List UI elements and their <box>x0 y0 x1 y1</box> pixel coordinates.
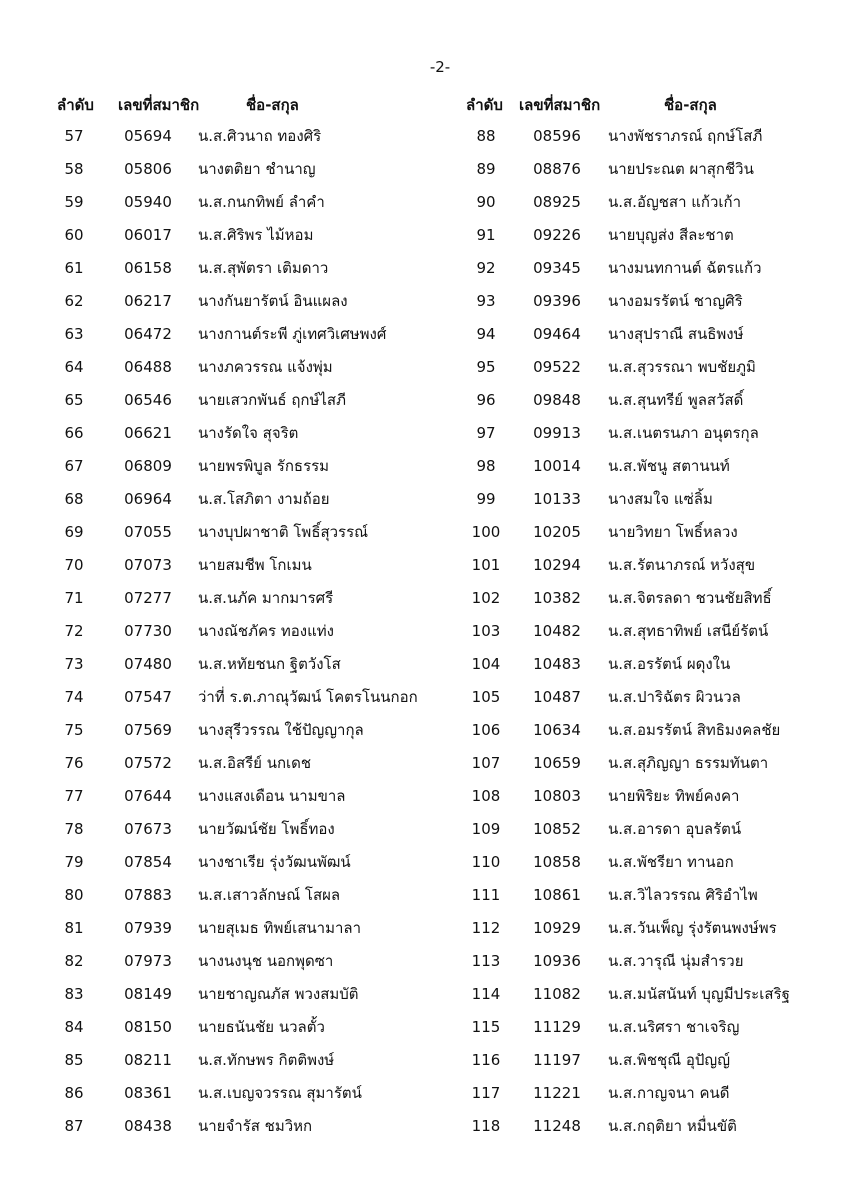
member-name: น.ส.อมรรัตน์ สิทธิมงคลชัย <box>608 721 781 739</box>
row-number: 61 <box>64 259 84 277</box>
member-name: น.ส.ทักษพร กิตติพงษ์ <box>198 1051 335 1069</box>
member-id: 10852 <box>533 820 581 838</box>
row-number: 103 <box>471 622 501 640</box>
row-number: 111 <box>471 886 501 904</box>
row-number: 110 <box>471 853 501 871</box>
member-name: ว่าที่ ร.ต.ภาณุวัฒน์ โคตรโนนกอก <box>198 688 418 706</box>
row-number: 107 <box>471 754 501 772</box>
row-number: 71 <box>64 589 84 607</box>
member-name: น.ส.ปาริฉัตร ผิวนวล <box>608 688 741 706</box>
member-name: นายประณต ผาสุกชีวิน <box>608 160 754 178</box>
member-id: 08596 <box>533 127 581 145</box>
member-name: นางรัดใจ สุจริต <box>198 424 299 442</box>
member-name: นางสมใจ แซ่ลิ้ม <box>608 490 713 508</box>
member-name: นางสุรีวรรณ ใช้ปัญญากุล <box>198 721 364 739</box>
member-name: น.ส.สุนทรีย์ พูลสวัสดิ์ <box>608 391 744 409</box>
row-number: 100 <box>471 523 501 541</box>
member-name: น.ส.เสาวลักษณ์ โสผล <box>198 886 341 904</box>
page-number: -2- <box>429 58 451 76</box>
row-number: 94 <box>476 325 496 343</box>
member-id: 07883 <box>124 886 172 904</box>
member-id: 08149 <box>124 985 172 1003</box>
member-name: น.ส.อิสรีย์ นกเดช <box>198 754 312 772</box>
row-number: 81 <box>64 919 84 937</box>
member-name: น.ส.กฤติยา หมื่นขัติ <box>608 1117 737 1135</box>
row-number: 69 <box>64 523 84 541</box>
member-name: นางนงนุช นอกพุดซา <box>198 952 334 970</box>
member-name: นางภควรรณ แจ้งพุ่ม <box>198 358 333 376</box>
member-id: 07073 <box>124 556 172 574</box>
member-name: นางณัชภัคร ทองแท่ง <box>198 622 334 640</box>
row-number: 97 <box>476 424 496 442</box>
member-name: น.ส.หทัยชนก ฐิตวังโส <box>198 655 341 673</box>
member-id: 06472 <box>124 325 172 343</box>
member-id: 05806 <box>124 160 172 178</box>
row-number: 68 <box>64 490 84 508</box>
member-id: 08876 <box>533 160 581 178</box>
member-name: น.ส.นภัค มากมารศรี <box>198 589 334 607</box>
member-name: นายชาญณภัส พวงสมบัติ <box>198 985 359 1003</box>
member-name: นายจำรัส ชมวิหก <box>198 1117 313 1135</box>
row-number: 85 <box>64 1051 84 1069</box>
row-number: 84 <box>64 1018 84 1036</box>
row-number: 86 <box>64 1084 84 1102</box>
member-name: น.ส.อรรัตน์ ผดุงใน <box>608 655 731 673</box>
member-name: น.ส.วันเพ็ญ รุ่งรัตนพงษ์พร <box>608 919 777 937</box>
member-name: นางชาเรีย รุ่งวัฒนพัฒน์ <box>198 853 351 871</box>
member-id: 07730 <box>124 622 172 640</box>
header-member-right: เลขที่สมาชิก <box>519 96 601 114</box>
member-id: 06488 <box>124 358 172 376</box>
member-name: น.ส.นริศรา ชาเจริญ <box>608 1018 740 1036</box>
row-number: 96 <box>476 391 496 409</box>
member-id: 07569 <box>124 721 172 739</box>
row-number: 99 <box>476 490 496 508</box>
member-name: น.ส.เบญจวรรณ สุมารัตน์ <box>198 1084 362 1102</box>
member-id: 07644 <box>124 787 172 805</box>
header-name-left: ชื่อ-สกุล <box>246 96 299 114</box>
member-name: นางสุปราณี สนธิพงษ์ <box>608 325 744 343</box>
row-number: 95 <box>476 358 496 376</box>
member-id: 09848 <box>533 391 581 409</box>
row-number: 106 <box>471 721 501 739</box>
row-number: 112 <box>471 919 501 937</box>
row-number: 65 <box>64 391 84 409</box>
row-number: 105 <box>471 688 501 706</box>
member-id: 10936 <box>533 952 581 970</box>
member-id: 07277 <box>124 589 172 607</box>
row-number: 113 <box>471 952 501 970</box>
member-id: 08438 <box>124 1117 172 1135</box>
row-number: 88 <box>476 127 496 145</box>
member-name: นางพัชราภรณ์ ฤกษ์โสภี <box>608 127 763 145</box>
member-id: 10803 <box>533 787 581 805</box>
row-number: 82 <box>64 952 84 970</box>
member-name: น.ส.สุวรรณา พบชัยภูมิ <box>608 358 756 376</box>
row-number: 114 <box>471 985 501 1003</box>
member-id: 07673 <box>124 820 172 838</box>
member-id: 08925 <box>533 193 581 211</box>
member-id: 06809 <box>124 457 172 475</box>
row-number: 70 <box>64 556 84 574</box>
member-name: น.ส.เนตรนภา อนุตรกุล <box>608 424 759 442</box>
member-id: 11221 <box>533 1084 581 1102</box>
member-id: 07055 <box>124 523 172 541</box>
member-name: นายวิทยา โพธิ์หลวง <box>608 523 738 541</box>
member-id: 09396 <box>533 292 581 310</box>
row-number: 115 <box>471 1018 501 1036</box>
header-name-right: ชื่อ-สกุล <box>664 96 717 114</box>
row-number: 91 <box>476 226 496 244</box>
member-id: 08211 <box>124 1051 172 1069</box>
member-id: 08150 <box>124 1018 172 1036</box>
row-number: 98 <box>476 457 496 475</box>
member-id: 06546 <box>124 391 172 409</box>
row-number: 101 <box>471 556 501 574</box>
member-name: นางมนทกานต์ ฉัตรแก้ว <box>608 259 762 277</box>
member-id: 10634 <box>533 721 581 739</box>
row-number: 77 <box>64 787 84 805</box>
member-name: น.ส.ศิริพร ไม้หอม <box>198 226 314 244</box>
member-name: น.ส.อารดา อุบลรัตน์ <box>608 820 742 838</box>
member-id: 10929 <box>533 919 581 937</box>
row-number: 74 <box>64 688 84 706</box>
row-number: 60 <box>64 226 84 244</box>
row-number: 104 <box>471 655 501 673</box>
member-name: น.ส.สุทธาทิพย์ เสนีย์รัตน์ <box>608 622 769 640</box>
member-name: น.ส.มนัสนันท์ บุญมีประเสริฐ <box>608 985 790 1003</box>
member-id: 11082 <box>533 985 581 1003</box>
member-id: 10861 <box>533 886 581 904</box>
member-id: 09345 <box>533 259 581 277</box>
member-name: นายธนันชัย นวลตั้ว <box>198 1018 325 1036</box>
member-name: น.ส.วิไลวรรณ ศิริอำไพ <box>608 886 758 904</box>
member-id: 06964 <box>124 490 172 508</box>
member-name: น.ส.โสภิตา งามถ้อย <box>198 490 330 508</box>
row-number: 59 <box>64 193 84 211</box>
member-id: 09464 <box>533 325 581 343</box>
row-number: 78 <box>64 820 84 838</box>
row-number: 79 <box>64 853 84 871</box>
row-number: 89 <box>476 160 496 178</box>
header-no-left: ลำดับ <box>57 96 94 114</box>
row-number: 90 <box>476 193 496 211</box>
member-name: นางกานต์ระพี ภู่เทศวิเศษพงศ์ <box>198 325 387 343</box>
member-name: น.ส.สุพัตรา เติมดาว <box>198 259 329 277</box>
member-id: 10487 <box>533 688 581 706</box>
member-id: 06017 <box>124 226 172 244</box>
row-number: 102 <box>471 589 501 607</box>
member-name: นายวัฒน์ชัย โพธิ์ทอง <box>198 820 335 838</box>
row-number: 87 <box>64 1117 84 1135</box>
member-id: 05940 <box>124 193 172 211</box>
member-name: น.ส.ศิวนาถ ทองศิริ <box>198 127 322 145</box>
member-id: 07854 <box>124 853 172 871</box>
row-number: 67 <box>64 457 84 475</box>
member-name: น.ส.พัชรียา ทานอก <box>608 853 734 871</box>
member-name: นางอมรรัตน์ ชาญศิริ <box>608 292 743 310</box>
member-name: น.ส.พัชนู สตานนท์ <box>608 457 730 475</box>
member-name: นายสมชีพ โกเมน <box>198 556 312 574</box>
member-id: 10133 <box>533 490 581 508</box>
row-number: 109 <box>471 820 501 838</box>
row-number: 76 <box>64 754 84 772</box>
member-id: 10382 <box>533 589 581 607</box>
row-number: 83 <box>64 985 84 1003</box>
member-name: นางตติยา ชำนาญ <box>198 160 316 178</box>
row-number: 58 <box>64 160 84 178</box>
member-name: น.ส.จิตรลดา ชวนชัยสิทธิ์ <box>608 589 772 607</box>
member-name: นายพิริยะ ทิพย์คงคา <box>608 787 740 805</box>
row-number: 63 <box>64 325 84 343</box>
member-id: 07973 <box>124 952 172 970</box>
member-name: น.ส.สุภิญญา ธรรมทันตา <box>608 754 769 772</box>
member-id: 06158 <box>124 259 172 277</box>
row-number: 72 <box>64 622 84 640</box>
member-id: 10014 <box>533 457 581 475</box>
row-number: 116 <box>471 1051 501 1069</box>
member-id: 07547 <box>124 688 172 706</box>
member-name: น.ส.รัตนาภรณ์ หวังสุข <box>608 556 756 574</box>
row-number: 80 <box>64 886 84 904</box>
row-number: 92 <box>476 259 496 277</box>
member-id: 09522 <box>533 358 581 376</box>
member-id: 08361 <box>124 1084 172 1102</box>
member-id: 11129 <box>533 1018 581 1036</box>
row-number: 108 <box>471 787 501 805</box>
header-member-left: เลขที่สมาชิก <box>118 96 200 114</box>
row-number: 118 <box>471 1117 501 1135</box>
member-name: นายบุญส่ง สีละชาต <box>608 226 734 244</box>
member-id: 10858 <box>533 853 581 871</box>
member-name: นางบุปผาชาติ โพธิ์สุวรรณ์ <box>198 523 369 541</box>
row-number: 117 <box>471 1084 501 1102</box>
row-number: 66 <box>64 424 84 442</box>
row-number: 64 <box>64 358 84 376</box>
row-number: 73 <box>64 655 84 673</box>
member-id: 06217 <box>124 292 172 310</box>
member-name: นายพรพิบูล รักธรรม <box>198 457 330 475</box>
member-name: น.ส.กาญจนา คนดี <box>608 1084 730 1102</box>
member-id: 10205 <box>533 523 581 541</box>
member-name: น.ส.กนกทิพย์ ลำคำ <box>198 193 325 211</box>
member-id: 06621 <box>124 424 172 442</box>
member-name: น.ส.วารุณี นุ่มสำรวย <box>608 952 744 970</box>
member-id: 10483 <box>533 655 581 673</box>
member-name: นางกันยารัตน์ อินแผลง <box>198 292 348 310</box>
member-name: นางแสงเดือน นามขาล <box>198 787 346 805</box>
member-id: 10659 <box>533 754 581 772</box>
member-id: 05694 <box>124 127 172 145</box>
member-id: 11248 <box>533 1117 581 1135</box>
member-name: น.ส.อัญชสา แก้วเก้า <box>608 193 742 211</box>
member-id: 07572 <box>124 754 172 772</box>
row-number: 75 <box>64 721 84 739</box>
member-id: 09226 <box>533 226 581 244</box>
member-id: 07939 <box>124 919 172 937</box>
member-id: 10294 <box>533 556 581 574</box>
member-id: 07480 <box>124 655 172 673</box>
header-no-right: ลำดับ <box>466 96 503 114</box>
row-number: 93 <box>476 292 496 310</box>
member-name: น.ส.พิชชุณี อุปัญญ์ <box>608 1051 730 1069</box>
member-id: 10482 <box>533 622 581 640</box>
member-name: นายสุเมธ ทิพย์เสนามาลา <box>198 919 362 937</box>
member-id: 09913 <box>533 424 581 442</box>
member-id: 11197 <box>533 1051 581 1069</box>
row-number: 57 <box>64 127 84 145</box>
member-name: นายเสวกพันธ์ ฤกษ์ไสภี <box>198 391 346 409</box>
row-number: 62 <box>64 292 84 310</box>
